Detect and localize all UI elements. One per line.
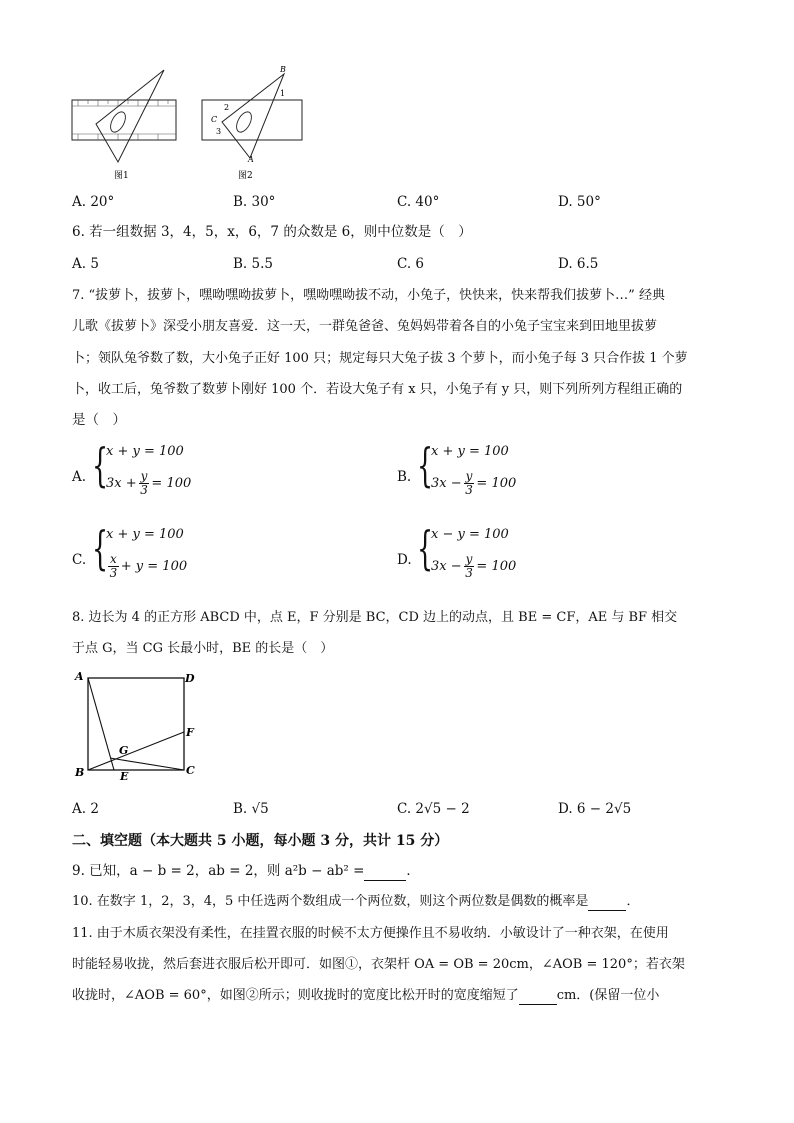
label-C: C xyxy=(211,115,218,124)
label-A: A xyxy=(248,155,254,164)
q7-line-4: 卜，收工后，兔爷数了数萝卜刚好 100 个．若设大兔子有 x 只，小兔子有 y 只，则下列所列方程组正确的 xyxy=(72,382,683,397)
q6-option-b: B. 5.5 xyxy=(233,256,273,272)
q6-option-a: A. 5 xyxy=(72,256,99,272)
fig-label-A: A xyxy=(75,670,84,683)
figure-1 xyxy=(72,70,176,181)
q10-end: ． xyxy=(626,894,640,909)
q7-b-eq1: x + y = 100 xyxy=(431,444,509,459)
triangle-ruler-figures xyxy=(66,62,316,187)
q11-answer-blank xyxy=(519,990,557,1005)
q8-option-b: B. √5 xyxy=(233,801,269,817)
fig-label-F: F xyxy=(186,726,194,739)
q9-end: ． xyxy=(406,863,420,879)
q8-line-1: 8. 边长为 4 的正方形 ABCD 中，点 E，F 分别是 BC，CD 边上的动点，且 BE = CF，AE 与 BF 相交 xyxy=(72,610,678,625)
label-2: 2 xyxy=(224,103,230,112)
label-3: 3 xyxy=(216,127,222,136)
fig-label-E: E xyxy=(120,770,129,783)
section-2-heading: 二、填空题（本大题共 5 小题，每小题 3 分，共计 15 分） xyxy=(72,833,449,849)
q7-b-eq2: 3x − $\frac{y}{3}$ = 100 xyxy=(431,469,517,497)
q10-answer-blank xyxy=(588,896,626,911)
q7-line-5: 是（ ） xyxy=(72,412,126,428)
q9-answer-blank xyxy=(364,866,406,881)
q6-option-c: C. 6 xyxy=(397,256,425,272)
q7-d-eq1: x − y = 100 xyxy=(431,527,509,542)
label-B: B xyxy=(280,65,286,74)
q8-line-2: 于点 G，当 CG 长最小时，BE 的长是（ ） xyxy=(72,641,334,656)
q5-option-c: C. 40° xyxy=(397,194,440,210)
fig-label-G: G xyxy=(119,744,129,757)
q5-option-d: D. 50° xyxy=(558,194,601,210)
q11-line-2: 时能轻易收拢，然后套进衣服后松开即可．如图①，衣架杆 OA = OB = 20cm，∠AOB = 120°；若衣架 xyxy=(72,957,685,972)
q7-a-eq2: 3x + $\frac{y}{3}$ = 100 xyxy=(106,469,192,497)
q10 xyxy=(72,892,639,911)
q8-option-c: C. 2√5 − 2 xyxy=(397,801,470,817)
q8-option-a: A. 2 xyxy=(72,801,99,817)
q7-a-eq1: x + y = 100 xyxy=(106,444,184,459)
q7-c-eq2: $\frac{x}{3}$ + y = 100 xyxy=(109,552,188,580)
q9 xyxy=(72,862,420,881)
fig1-caption: 图1 xyxy=(114,171,129,181)
q11-line-3 xyxy=(72,986,659,1005)
q10-text: 10. 在数字 1，2，3，4，5 中任选两个数组成一个两位数，则这个两位数是偶数的概率是 xyxy=(72,894,589,909)
fig-label-D: D xyxy=(185,672,195,685)
q7-option-b-label: B. xyxy=(397,469,412,485)
label-1: 1 xyxy=(280,89,286,98)
q5-option-a: A. 20° xyxy=(72,194,115,210)
q9-text: 9. 已知，a − b = 2，ab = 2，则 a²b − ab² = xyxy=(72,863,365,879)
square-abcd-figure xyxy=(72,668,212,784)
q7-line-1: 7. “拔萝卜，拔萝卜，嘿呦嘿呦拔萝卜，嘿呦嘿呦拔不动，小兔子，快快来，快来帮我们拔萝卜…” 经典 xyxy=(72,288,665,303)
q7-option-c-label: C. xyxy=(72,552,87,568)
q11-line-1: 11. 由于木质衣架没有柔性，在挂置衣服的时候不太方便操作且不易收纳．小敏设计了一种衣架，在使用 xyxy=(72,926,669,941)
q7-line-3: 卜；领队兔爷数了数，大小兔子正好 100 只；规定每只大兔子拔 3 个萝卜，而小兔子每 3 只合作拔 1 个萝 xyxy=(72,351,688,366)
q11-line-3-text: 收拢时，∠AOB = 60°，如图②所示；则收拢时的宽度比松开时的宽度缩短了 xyxy=(72,988,519,1003)
q6-stem: 6. 若一组数据 3，4，5，x，6，7 的众数是 6，则中位数是（ ） xyxy=(72,224,472,240)
q7-option-d-label: D. xyxy=(397,552,412,568)
figure-2 xyxy=(202,65,302,181)
fig2-caption: 图2 xyxy=(238,171,253,181)
q5-option-b: B. 30° xyxy=(233,194,276,210)
q7-c-eq1: x + y = 100 xyxy=(106,527,184,542)
fig-label-B: B xyxy=(75,766,85,779)
q6-option-d: D. 6.5 xyxy=(558,256,599,272)
q7-option-a-label: A. xyxy=(72,469,87,485)
fig-label-C: C xyxy=(186,764,195,777)
q8-option-d: D. 6 − 2√5 xyxy=(558,801,632,817)
q11-line-3-end: cm．(保留一位小 xyxy=(556,988,660,1003)
q7-d-eq2: 3x − $\frac{y}{3}$ = 100 xyxy=(431,552,517,580)
q7-line-2: 儿歌《拔萝卜》深受小朋友喜爱．这一天，一群兔爸爸、兔妈妈带着各自的小兔子宝宝来到田地里拔萝 xyxy=(72,319,658,334)
